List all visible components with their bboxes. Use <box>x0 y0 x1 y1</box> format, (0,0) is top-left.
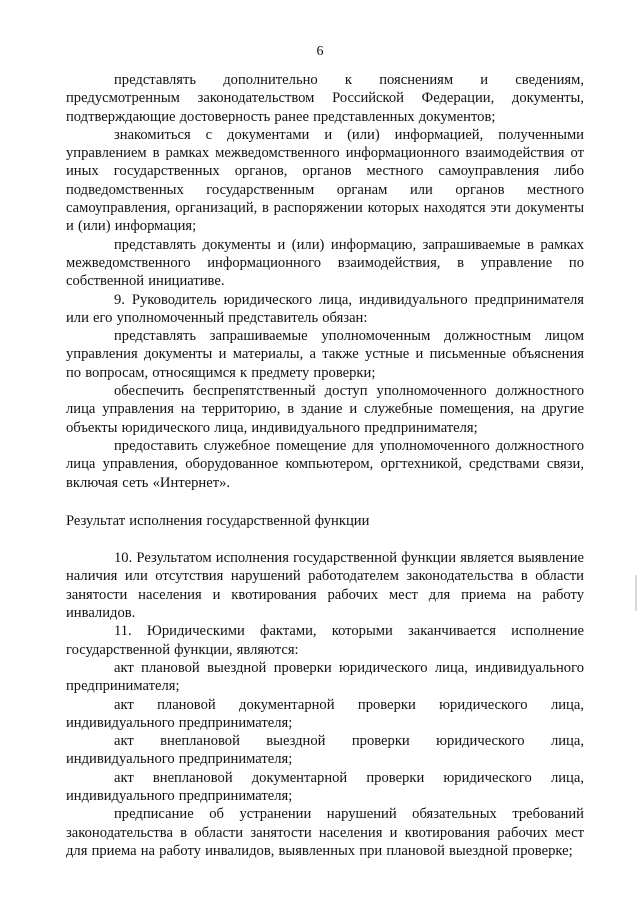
paragraph-familiarize-documents: знакомиться с документами и (или) информацией, полученными управлением в рамках межведомственного информационного взаимодействия от иных государственных органов, органов местного самоуправления либо подведомственных государственным органам или органов местного самоуправления, организаций, в распоряжении которых находятся эти документы и (или) информация; <box>66 126 584 235</box>
paragraph-submit-own-initiative: представлять документы и (или) информацию, запрашиваемые в рамках межведомственного информационного взаимодействия, в управление по собственной инициативе. <box>66 236 584 290</box>
section-heading: Результат исполнения государственной функции <box>66 512 370 529</box>
paragraph-additional-explanations: представлять дополнительно к пояснениям и сведениям, предусмотренным законодательством Российской Федерации, документы, подтверждающие достоверность ранее представленных документов; <box>66 72 584 125</box>
paragraph-provide-office: предоставить служебное помещение для уполномоченного должностного лица управления, оборудованное компьютером, оргтехникой, средствами связи, включая сеть «Интернет». <box>66 437 584 491</box>
paragraph-item-9: 9. Руководитель юридического лица, индивидуального предпринимателя или его уполномоченный представитель обязан: <box>66 291 584 326</box>
paragraph-act-unplanned-onsite: акт внеплановой выездной проверки юридического лица, индивидуального предпринимателя; <box>66 733 584 768</box>
page-number: 6 <box>316 44 324 59</box>
page-content <box>66 71 584 860</box>
paragraph-act-planned-onsite: акт плановой выездной проверки юридического лица, индивидуального предпринимателя; <box>66 659 584 695</box>
paragraph-ensure-access: обеспечить беспрепятственный доступ уполномоченного должностного лица управления на территорию, в здание и служебные помещения, на другие объекты юридического лица, индивидуального предпринимателя; <box>66 383 584 436</box>
paragraph-act-unplanned-documentary: акт внеплановой документарной проверки юридического лица, индивидуального предпринимателя; <box>66 769 584 804</box>
scan-artifact <box>635 575 637 611</box>
paragraph-submit-requested-documents: представлять запрашиваемые уполномоченным должностным лицом управления документы и материалы, а также устные и письменные объяснения по вопросам, относящимся к предмету проверки; <box>66 328 584 381</box>
paragraph-act-planned-documentary: акт плановой документарной проверки юридического лица, индивидуального предпринимателя; <box>66 696 584 731</box>
paragraph-order-eliminate-violations: предписание об устранении нарушений обязательных требований законодательства в области занятости населения и квотирования рабочих мест для приема на работу инвалидов, выявленных при плановой выездной проверке; <box>66 806 584 859</box>
paragraph-item-11: 11. Юридическими фактами, которыми заканчивается исполнение государственной функции, являются: <box>66 623 584 658</box>
paragraph-item-10: 10. Результатом исполнения государственной функции является выявление наличия или отсутствия нарушений работодателем законодательства в области занятости населения и квотирования рабочих мест для приема на работу инвалидов. <box>66 550 584 622</box>
